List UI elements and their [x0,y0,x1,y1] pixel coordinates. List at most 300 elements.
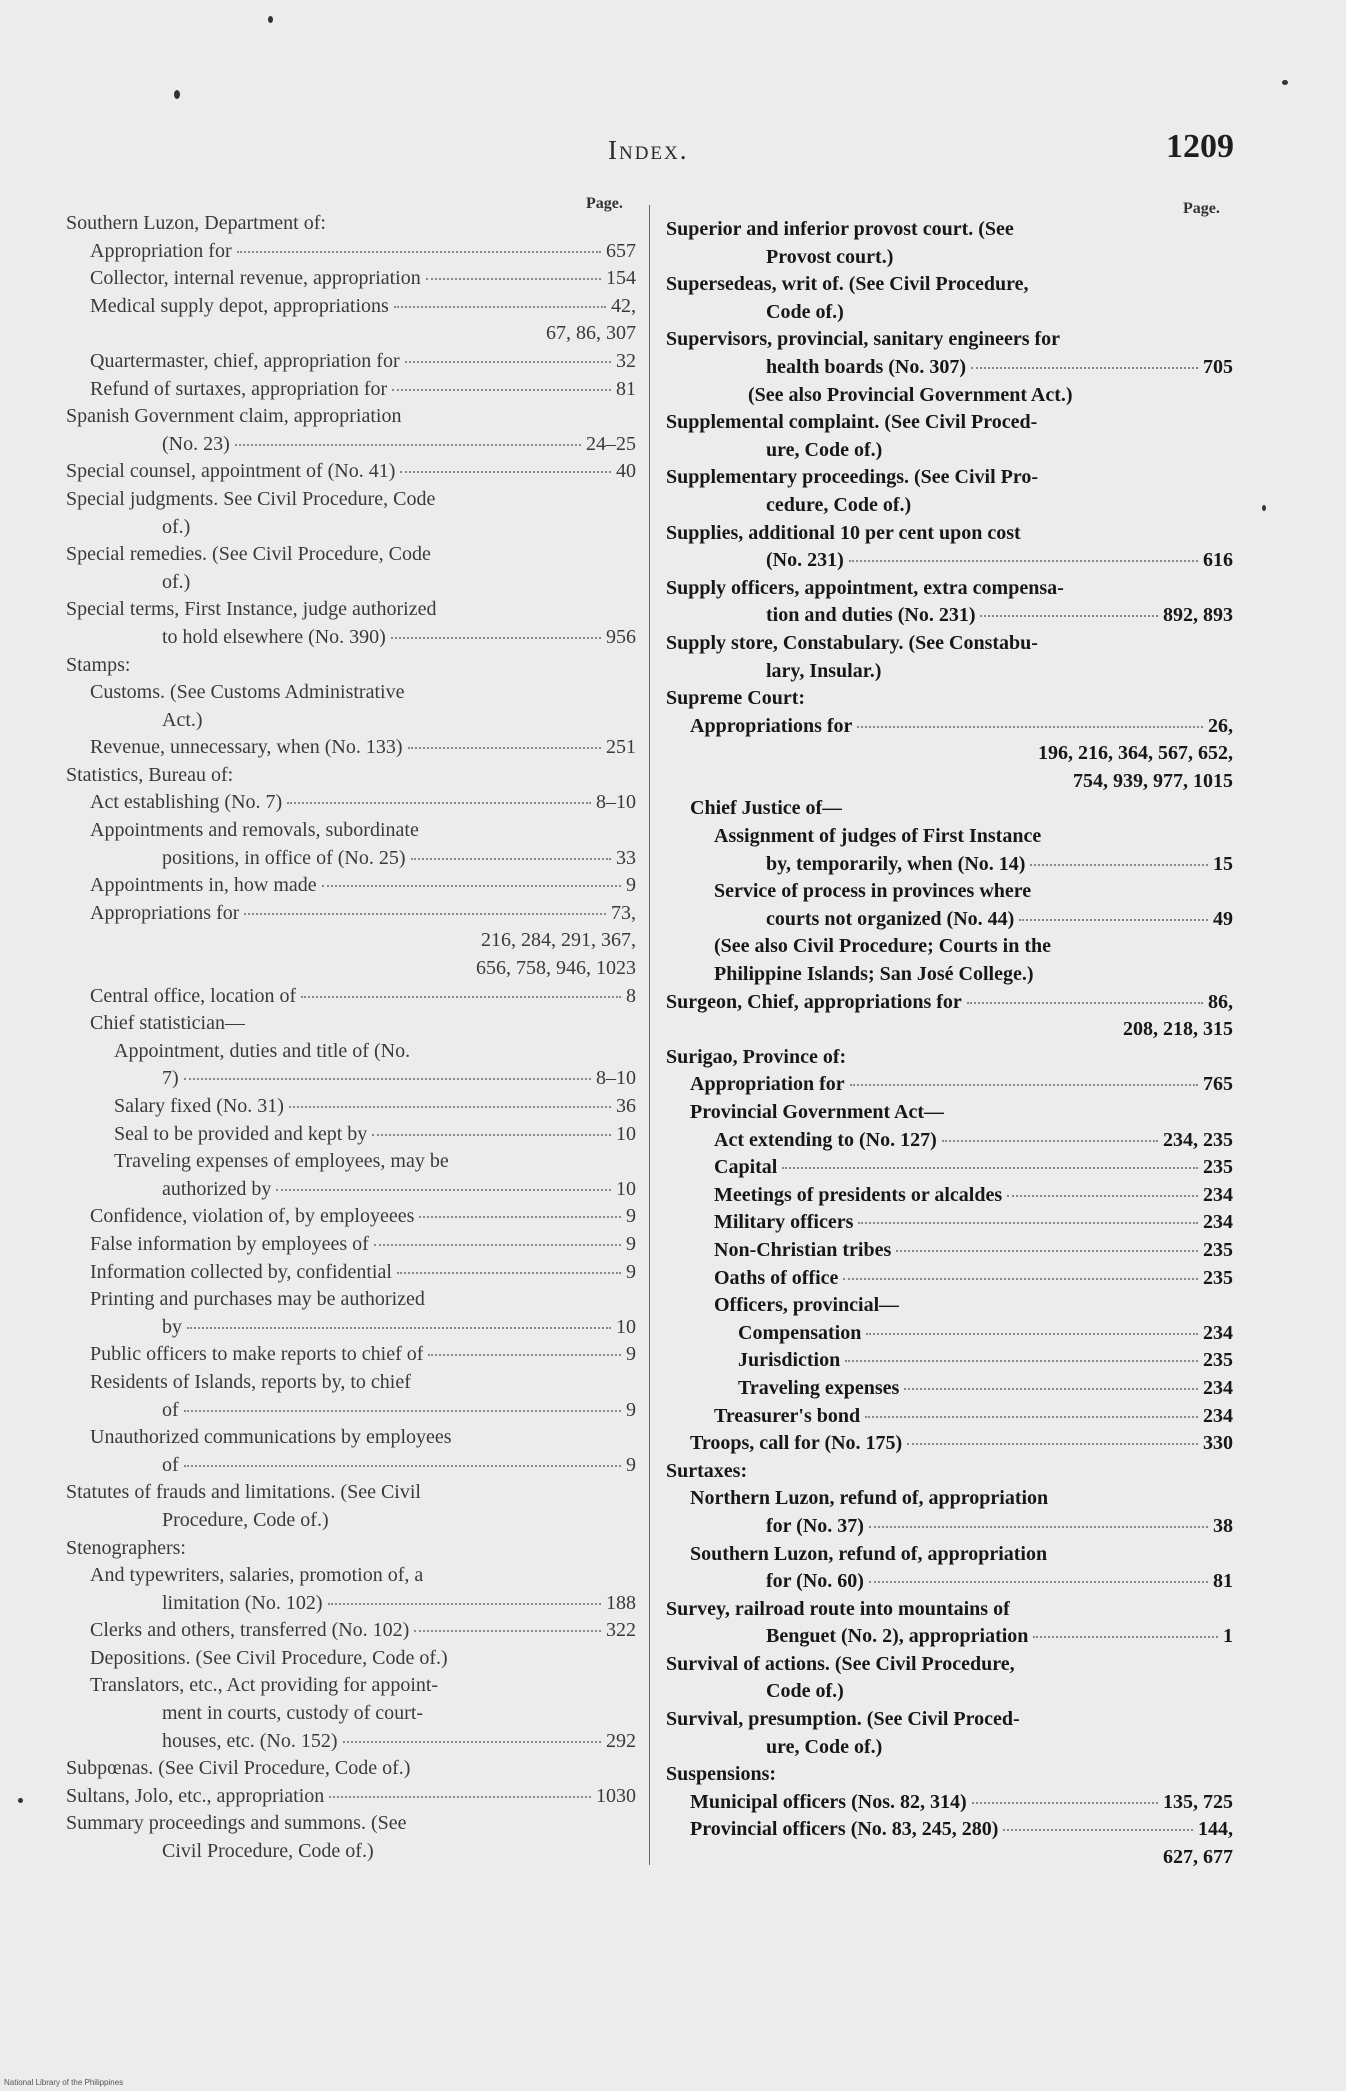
print-speck [174,90,180,99]
index-entry-text: Customs. (See Customs Administrative [90,681,405,704]
index-entry-pages: 154 [606,267,636,290]
index-entry-text: ment in courts, custody of court- [162,1702,424,1725]
dot-leader [287,802,591,804]
index-entry [666,547,1233,575]
index-entry-pages: 9 [626,874,636,897]
index-entry-text: Central office, location of [90,984,297,1007]
index-entry-text: Municipal officers (Nos. 82, 314) [690,1790,967,1813]
index-entry-text: Collector, internal revenue, appropriation [90,267,421,290]
index-entry-text: Act extending to (No. 127) [714,1128,937,1151]
index-entry [666,685,1233,713]
dot-leader [414,1630,601,1632]
index-entry [666,492,1233,520]
index-entry [66,1176,636,1204]
index-entry-pages: 234 [1203,1404,1233,1427]
index-entry [66,734,636,762]
index-entry-text: (See also Civil Procedure; Courts in the [714,935,1052,958]
index-entry-text: authorized by [162,1177,272,1200]
index-entry [66,817,636,845]
index-entry-pages: 15 [1213,852,1233,875]
index-entry-text: Provincial Government Act— [690,1101,945,1123]
index-entry [666,575,1233,603]
index-entry-pages: 956 [606,625,636,648]
page-header-title: Index. [608,135,689,165]
dot-leader [849,560,1198,562]
index-entry-text: Oaths of office [714,1266,839,1289]
index-entry [666,1789,1233,1817]
index-entry [66,1203,636,1231]
index-entry-text: Supervisors, provincial, sanitary engineers for [666,328,1061,351]
index-entry-text: Supply store, Constabulary. (See Constabu- [666,631,1038,654]
index-entry [66,1535,636,1563]
index-entry [666,1734,1233,1762]
index-entry [66,320,636,348]
dot-leader [394,306,606,308]
index-entry [666,520,1233,548]
index-entry-pages: 32 [616,349,636,372]
index-entry-text: Chief Justice of— [690,797,843,820]
index-entry [666,382,1233,410]
index-entry-text: Subpœnas. (See Civil Procedure, Code of.) [66,1757,411,1780]
index-entry-text: Supplies, additional 10 per cent upon cost [666,521,1021,544]
index-entry-pages: 330 [1203,1432,1233,1455]
index-entry-pages: 36 [616,1095,636,1117]
dot-leader [392,389,611,391]
index-entry-text: Provincial officers (No. 83, 245, 280) [690,1818,999,1841]
index-entry-pages: 49 [1213,907,1233,930]
index-entry-text: Appointments and removals, subordinate [90,819,419,842]
dot-leader [405,361,611,363]
index-entry-pages: 196, 216, 364, 567, 652, [1038,742,1233,765]
index-entry [666,1761,1233,1789]
index-entry [66,1341,636,1369]
dot-leader [845,1360,1198,1362]
index-entry-text: Supplemental complaint. (See Civil Proced- [666,411,1038,434]
index-entry [666,933,1233,961]
index-entry [66,596,636,624]
index-entry [66,1148,636,1176]
index-entry [66,1121,636,1149]
index-entry [66,1369,636,1397]
index-entry-pages: 38 [1213,1514,1233,1537]
index-entry [666,1071,1233,1099]
index-entry-text: Translators, etc., Act providing for appoint- [90,1674,439,1697]
index-entry [66,458,636,486]
index-entry-text: houses, etc. (No. 152) [162,1729,338,1752]
index-entry-text: Military officers [714,1211,854,1234]
index-entry-text: Survival of actions. (See Civil Procedure, [666,1652,1015,1675]
index-entry-pages: 234, 235 [1163,1128,1233,1151]
index-entry [666,906,1233,934]
index-entry [66,872,636,900]
dot-leader [858,1222,1198,1224]
index-entry-text: Southern Luzon, Department of: [66,212,326,234]
index-entry-pages: 9 [626,1205,636,1228]
index-entry-pages: 8 [626,984,636,1007]
index-entry [66,1452,636,1480]
index-entry [66,955,636,983]
index-entry-text: False information by employees of [90,1232,369,1255]
index-entry-text: Chief statistician— [90,1012,245,1035]
index-entry [666,740,1233,768]
index-entry [666,1844,1233,1872]
index-entry-text: for (No. 60) [766,1570,864,1593]
index-entry-text: Suspensions: [666,1763,777,1786]
index-entry [66,845,636,873]
index-entry-text: Special judgments. See Civil Procedure, Code [66,487,436,510]
index-entry-pages: 1 [1223,1625,1233,1648]
index-entry [66,1838,636,1866]
index-entry [666,464,1233,492]
index-entry-text: Confidence, violation of, by employeees [90,1205,415,1228]
index-entry [66,1755,636,1783]
index-entry-text: Northern Luzon, refund of, appropriation [690,1487,1049,1510]
index-entry [66,789,636,817]
index-entry-text: Surtaxes: [666,1459,748,1482]
index-entry [666,1209,1233,1237]
index-entry-pages: 67, 86, 307 [546,322,636,345]
index-entry [66,1728,636,1756]
index-entry [66,1810,636,1838]
index-entry [66,1700,636,1728]
index-entry [66,486,636,514]
index-entry-pages: 33 [616,846,636,869]
dot-leader [1007,1195,1198,1197]
index-entry-text: Troops, call for (No. 175) [690,1432,903,1455]
index-entry-pages: 9 [626,1398,636,1421]
index-entry-text: for (No. 37) [766,1514,864,1537]
dot-leader [374,1244,621,1246]
index-entry-text: Capital [714,1156,778,1179]
index-entry-pages: 235 [1203,1238,1233,1261]
page-column-label-right: Page. [1183,200,1220,217]
dot-leader [419,1216,621,1218]
index-entry-text: Superior and inferior provost court. (See [666,218,1014,240]
index-entry-text: of [162,1453,179,1476]
index-entry-pages: 657 [606,239,636,262]
index-entry [666,1623,1233,1651]
index-entry-text: Appropriation for [90,239,232,262]
index-entry-text: Supplementary proceedings. (See Civil Pro- [666,466,1039,489]
print-speck [268,16,273,23]
dot-leader [967,1002,1203,1004]
dot-leader [343,1741,601,1743]
index-entry-text: Special counsel, appointment of (No. 41) [66,460,396,483]
index-entry [666,1568,1233,1596]
index-entry [666,271,1233,299]
index-entry [66,210,636,238]
dot-leader [866,1333,1198,1335]
print-speck [18,1798,23,1803]
page-column-label-left: Page. [586,195,623,212]
index-entry-pages: 235 [1203,1349,1233,1372]
dot-leader [400,471,611,473]
index-entry-pages: 765 [1203,1073,1233,1096]
index-entry [66,1424,636,1452]
footer-credit: National Library of the Philippines [4,2078,124,2087]
index-entry-text: Appropriations for [90,901,240,924]
index-entry [666,1265,1233,1293]
index-entry-pages: 208, 218, 315 [1123,1018,1233,1041]
index-entry-pages: 8–10 [596,1067,636,1090]
index-entry [66,1507,636,1535]
index-entry [666,602,1233,630]
index-entry-pages: 235 [1203,1266,1233,1289]
dot-leader [972,1802,1158,1804]
index-entry [66,1783,636,1811]
index-entry [666,1375,1233,1403]
index-entry [666,989,1233,1017]
index-entry-text: Southern Luzon, refund of, appropriation [690,1542,1048,1565]
index-entry [66,624,636,652]
index-entry [666,1182,1233,1210]
dot-leader [907,1443,1198,1445]
index-entry-text: (See also Provincial Government Act.) [748,383,1073,406]
index-entry-text: Unauthorized communications by employees [90,1426,452,1449]
index-entry-text: Survey, railroad route into mountains of [666,1597,1010,1620]
index-entry-pages: 42, [611,294,636,317]
index-entry-text: Refund of surtaxes, appropriation for [90,377,388,400]
index-entry-pages: 8–10 [596,791,636,814]
index-entry [666,244,1233,272]
dot-leader [843,1278,1198,1280]
index-entry [666,1347,1233,1375]
index-entry [66,927,636,955]
index-entry [66,762,636,790]
index-entry [666,1403,1233,1431]
index-entry [666,658,1233,686]
index-column-right [666,216,1233,1872]
index-entry-pages: 40 [616,460,636,483]
index-entry-text: Traveling expenses of employees, may be [114,1150,449,1173]
dot-leader [869,1581,1208,1583]
index-entry-text: Benguet (No. 2), appropriation [766,1625,1029,1648]
index-entry [66,1286,636,1314]
index-entry [666,1541,1233,1569]
index-entry [66,652,636,680]
index-entry-text: Supreme Court: [666,687,806,710]
index-entry-pages: 9 [626,1232,636,1255]
dot-leader [980,615,1158,617]
dot-leader [184,1410,621,1412]
dot-leader [782,1167,1198,1169]
index-entry-text: Service of process in provinces where [714,880,1032,903]
index-entry [66,1065,636,1093]
index-entry-text: Surigao, Province of: [666,1045,847,1068]
dot-leader [428,1354,621,1356]
dot-leader [426,278,601,280]
index-entry-pages: 144, [1198,1818,1233,1841]
index-entry-pages: 616 [1203,549,1233,572]
index-entry-pages: 656, 758, 946, 1023 [476,957,636,980]
dot-leader [397,1272,621,1274]
index-entry-text: And typewriters, salaries, promotion of, a [90,1564,424,1587]
index-entry [66,541,636,569]
index-entry [666,823,1233,851]
dot-leader [184,1465,621,1467]
index-entry [66,1314,636,1342]
index-entry-pages: 705 [1203,355,1233,378]
index-entry-pages: 188 [606,1591,636,1614]
index-entry-text: lary, Insular.) [766,659,882,682]
index-entry-text: Summary proceedings and summons. (See [66,1812,407,1835]
index-entry-pages: 10 [616,1315,636,1338]
index-entry [66,1479,636,1507]
index-entry-text: Statutes of frauds and limitations. (See Civil [66,1481,421,1504]
index-entry [66,376,636,404]
index-entry-text: Traveling expenses [738,1376,900,1399]
dot-leader [857,726,1203,728]
dot-leader [237,251,601,253]
index-entry [666,851,1233,879]
index-entry-pages: 292 [606,1729,636,1752]
index-entry-text: Treasurer's bond [714,1404,861,1427]
index-entry-pages: 135, 725 [1163,1790,1233,1813]
index-entry-text: by, temporarily, when (No. 14) [766,852,1026,875]
dot-leader [289,1106,611,1108]
index-entry [66,1590,636,1618]
index-entry [66,707,636,735]
index-entry [66,403,636,431]
index-entry-text: by [162,1315,182,1338]
index-entry-pages: 1030 [596,1784,636,1807]
index-entry [666,713,1233,741]
index-entry-text: to hold elsewhere (No. 390) [162,625,386,648]
index-entry-text: Civil Procedure, Code of.) [162,1840,374,1863]
index-entry-text: Clerks and others, transferred (No. 102) [90,1619,410,1642]
dot-leader [244,913,606,915]
index-entry-pages: 10 [616,1177,636,1200]
index-entry-text: Revenue, unnecessary, when (No. 133) [90,736,403,759]
dot-leader [408,747,602,749]
index-entry-text: Spanish Government claim, appropriation [66,405,402,428]
index-entry [666,1237,1233,1265]
index-entry-text: Code of.) [766,300,844,323]
dot-leader [1003,1829,1193,1831]
index-entry-text: Information collected by, confidential [90,1260,392,1283]
index-entry-pages: 81 [616,377,636,400]
index-entry-text: Statistics, Bureau of: [66,763,234,786]
index-entry-text: Appointment, duties and title of (No. [114,1039,411,1062]
index-entry-text: Assignment of judges of First Instance [714,825,1042,848]
index-entry-text: Stenographers: [66,1536,186,1559]
index-entry-pages: 322 [606,1619,636,1642]
index-entry [666,437,1233,465]
index-entry [666,1458,1233,1486]
index-entry-text: Officers, provincial— [714,1294,900,1317]
index-entry [666,1513,1233,1541]
index-entry-text: Meetings of presidents or alcaldes [714,1183,1003,1206]
index-entry-text: positions, in office of (No. 25) [162,846,406,869]
index-entry-pages: 9 [626,1453,636,1476]
print-speck [1282,80,1288,85]
index-entry-text: Special terms, First Instance, judge authorized [66,598,437,621]
index-entry [666,409,1233,437]
index-entry [66,900,636,928]
index-entry-text: of.) [162,570,191,593]
index-entry [666,1430,1233,1458]
index-entry-pages: 235 [1203,1156,1233,1179]
index-entry [66,1617,636,1645]
index-entry [666,1706,1233,1734]
index-entry [66,1397,636,1425]
index-entry [66,348,636,376]
index-entry [66,1010,636,1038]
index-entry-text: courts not organized (No. 44) [766,907,1015,930]
index-entry-text: Stamps: [66,653,131,676]
index-entry [666,795,1233,823]
index-entry-text: Appropriations for [690,714,853,737]
index-entry [666,1678,1233,1706]
index-entry-pages: 234 [1203,1183,1233,1206]
index-entry-text: Seal to be provided and kept by [114,1122,368,1145]
index-entry-text: (No. 231) [766,549,844,572]
index-entry-text: 7) [162,1067,179,1090]
index-entry-pages: 234 [1203,1376,1233,1399]
index-entry [66,679,636,707]
dot-leader [187,1327,611,1329]
index-entry-text: limitation (No. 102) [162,1591,323,1614]
index-entry [66,1231,636,1259]
index-entry [666,630,1233,658]
index-entry-pages: 9 [626,1343,636,1366]
index-entry [666,1651,1233,1679]
dot-leader [1019,919,1208,921]
index-entry-pages: 234 [1203,1211,1233,1234]
index-entry [666,299,1233,327]
index-entry-text: Provost court.) [766,245,894,268]
index-entry [66,1645,636,1673]
index-entry-pages: 81 [1213,1570,1233,1593]
index-entry [666,1320,1233,1348]
index-entry [666,1596,1233,1624]
dot-leader [328,1603,601,1605]
index-entry [66,1562,636,1590]
index-entry-text: Residents of Islands, reports by, to chief [90,1370,411,1393]
dot-leader [301,996,621,998]
index-entry-text: Code of.) [766,1680,844,1703]
index-entry-text: (No. 23) [162,432,230,455]
index-entry [666,768,1233,796]
index-entry [66,1038,636,1066]
index-entry-pages: 73, [611,901,636,924]
index-entry [666,1292,1233,1320]
index-entry-text: Special remedies. (See Civil Procedure, Code [66,543,431,566]
index-entry [666,326,1233,354]
index-entry [66,431,636,459]
index-entry [666,354,1233,382]
dot-leader [942,1140,1158,1142]
index-entry-pages: 24–25 [586,432,636,455]
index-entry-text: Quartermaster, chief, appropriation for [90,349,400,372]
index-entry-text: Appointments in, how made [90,874,317,897]
dot-leader [1030,864,1208,866]
index-entry [66,1093,636,1121]
dot-leader [329,1796,591,1798]
index-entry-text: Jurisdiction [738,1349,841,1372]
index-entry-text: Philippine Islands; San José College.) [714,963,1034,986]
dot-leader [391,637,601,639]
index-entry [66,293,636,321]
index-entry-text: tion and duties (No. 231) [766,604,976,627]
index-entry-text: Supersedeas, writ of. (See Civil Procedure, [666,273,1029,296]
dot-leader [184,1078,591,1080]
index-entry-pages: 234 [1203,1321,1233,1344]
index-entry [666,1044,1233,1072]
index-entry-text: ure, Code of.) [766,1735,883,1758]
dot-leader [896,1250,1198,1252]
index-entry-text: Non-Christian tribes [714,1238,892,1261]
